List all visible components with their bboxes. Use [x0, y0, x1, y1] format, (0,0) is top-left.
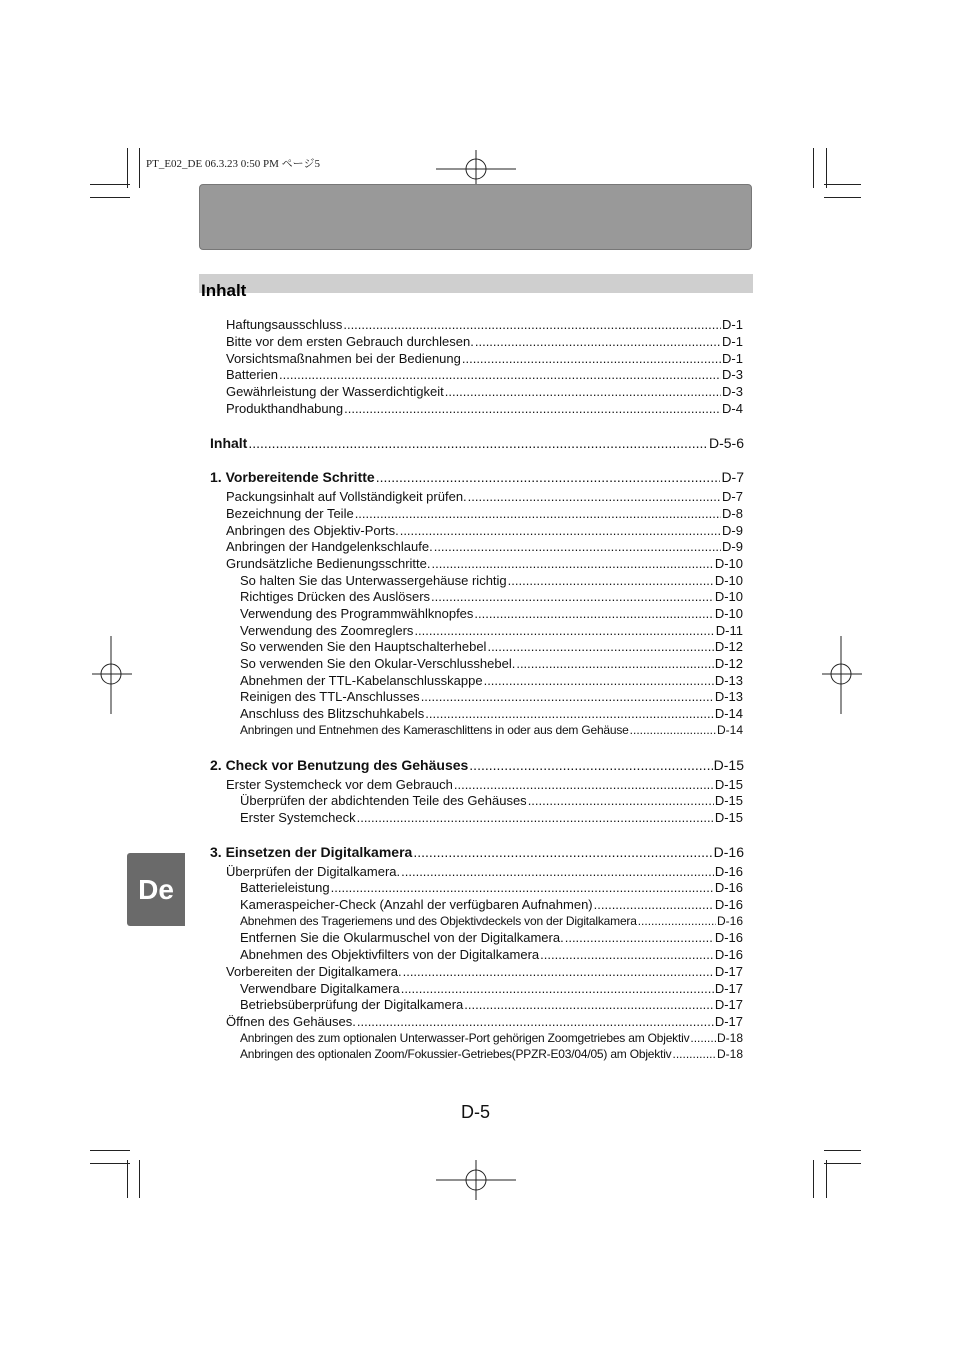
- registration-crosshair-bottom: [436, 1160, 516, 1200]
- toc-entry-label: Haftungsausschluss: [226, 317, 343, 332]
- header-banner: [199, 184, 752, 250]
- toc-entry-page: D-17: [714, 981, 743, 996]
- toc-entry[interactable]: [226, 777, 743, 792]
- crop-mark: [127, 148, 128, 188]
- toc-leader: [468, 489, 721, 504]
- toc-entry-label: Verwendbare Digitalkamera: [240, 981, 400, 996]
- toc-entry[interactable]: [226, 317, 743, 332]
- toc-entry-page: D-14: [714, 706, 743, 721]
- toc-entry[interactable]: [226, 556, 743, 571]
- toc-entry[interactable]: [226, 523, 743, 538]
- toc-leader: [516, 656, 713, 671]
- section-heading-bar: [199, 274, 753, 293]
- toc-leader: [355, 506, 721, 521]
- crop-mark: [90, 197, 130, 198]
- toc-leader: [484, 673, 714, 688]
- toc-entry[interactable]: [226, 506, 743, 521]
- toc-leader: [475, 334, 721, 349]
- language-tab: De: [127, 853, 185, 926]
- toc-entry-page: D-14: [716, 723, 743, 737]
- toc-leader: [474, 606, 713, 621]
- toc-entry-label: Entfernen Sie die Okularmuschel von der Digitalkamera.: [240, 930, 564, 945]
- toc-entry-page: D-10: [714, 606, 743, 621]
- toc-subentry[interactable]: [240, 914, 743, 928]
- toc-leader: [357, 1014, 714, 1029]
- toc-leader: [638, 914, 716, 928]
- toc-entry-page: D-17: [714, 964, 743, 979]
- crop-mark: [90, 1163, 130, 1164]
- registration-crosshair-right: [822, 636, 862, 714]
- crop-mark: [824, 1163, 861, 1164]
- toc-leader: [248, 435, 708, 451]
- registration-crosshair-left: [92, 636, 132, 714]
- toc-leader: [469, 757, 712, 773]
- toc-entry-page: D-3: [722, 367, 743, 382]
- toc-leader: [540, 947, 714, 962]
- toc-entry-page: D-12: [714, 656, 743, 671]
- toc-entry-page: D-17: [714, 1014, 743, 1029]
- toc-entry-label: Verwendung des Programmwählknopfes: [240, 606, 474, 621]
- toc-leader: [425, 706, 714, 721]
- toc-subentry[interactable]: [240, 606, 743, 621]
- toc-heading-label: 3. Einsetzen der Digitalkamera: [210, 844, 413, 860]
- toc-entry-label: Verwendung des Zoomreglers: [240, 623, 414, 638]
- toc-leader: [565, 930, 714, 945]
- toc-entry-label: Reinigen des TTL-Anschlusses: [240, 689, 420, 704]
- toc-leader: [508, 573, 714, 588]
- toc-entry-label: Packungsinhalt auf Vollständigkeit prüfen.: [226, 489, 467, 504]
- toc-subentry[interactable]: [240, 589, 743, 604]
- toc-entry[interactable]: [226, 367, 743, 382]
- toc-entry-label: Batterien: [226, 367, 279, 382]
- crop-mark: [127, 1160, 128, 1198]
- toc-leader: [528, 793, 714, 808]
- toc-entry-label: Erster Systemcheck: [240, 810, 356, 825]
- toc-entry-label: Grundsätzliche Bedienungsschritte.: [226, 556, 431, 571]
- toc-leader: [401, 864, 714, 879]
- toc-entry-label: So verwenden Sie den Okular-Verschlusshebel.: [240, 656, 516, 671]
- page-number: D-5: [461, 1102, 491, 1122]
- toc-entry-label: Abnehmen der TTL-Kabelanschlusskappe: [240, 673, 483, 688]
- toc-entry[interactable]: [226, 384, 743, 399]
- toc-entry-page: D-10: [714, 556, 743, 571]
- toc-leader: [672, 1047, 716, 1061]
- crop-mark: [826, 148, 827, 188]
- crop-mark: [824, 1150, 861, 1151]
- toc-entry-label: Bitte vor dem ersten Gebrauch durchlesen.: [226, 334, 474, 349]
- section-title: Inhalt: [201, 281, 247, 300]
- toc-entry-page: D-8: [722, 506, 743, 521]
- toc-entry-label: Abnehmen des Objektivfilters von der Digitalkamera: [240, 947, 540, 962]
- toc-leader: [413, 844, 712, 860]
- toc-leader: [487, 639, 713, 654]
- toc-entry[interactable]: [226, 401, 743, 416]
- toc-leader: [401, 981, 714, 996]
- toc-leader: [432, 556, 714, 571]
- toc-entry-page: D-1: [722, 317, 743, 332]
- toc-subentry[interactable]: [240, 897, 743, 912]
- toc-entry-label: Anbringen und Entnehmen des Kameraschlittens in oder aus dem Gehäuse: [240, 723, 629, 737]
- toc-heading-page: D-7: [721, 469, 744, 485]
- toc-entry-page: D-18: [716, 1047, 743, 1061]
- crop-mark: [824, 197, 861, 198]
- toc-entry-page: D-7: [722, 489, 743, 504]
- toc-entry-label: Batterieleistung: [240, 880, 330, 895]
- toc-leader: [630, 723, 716, 737]
- toc-leader: [357, 810, 714, 825]
- toc-subentry[interactable]: [240, 639, 743, 654]
- print-slug: PT_E02_DE 06.3.23 0:50 PM ページ5: [146, 158, 320, 170]
- toc-entry-label: Anbringen der Handgelenkschlaufe.: [226, 539, 433, 554]
- toc-entry-page: D-17: [714, 997, 743, 1012]
- toc-entry-page: D-9: [722, 539, 743, 554]
- toc-heading[interactable]: [210, 757, 744, 773]
- toc-entry-label: Produkthandhabung: [226, 401, 344, 416]
- toc-entry[interactable]: [226, 539, 743, 554]
- crop-mark: [90, 1150, 130, 1151]
- toc-leader: [464, 997, 714, 1012]
- toc-heading-page: D-16: [713, 844, 744, 860]
- toc-entry-label: Kameraspeicher-Check (Anzahl der verfügbaren Aufnahmen): [240, 897, 593, 912]
- toc-subentry[interactable]: [240, 673, 743, 688]
- toc-leader: [403, 964, 714, 979]
- toc-leader: [414, 623, 714, 638]
- toc-leader: [421, 689, 714, 704]
- toc-entry-page: D-13: [714, 673, 743, 688]
- toc-entry-page: D-12: [714, 639, 743, 654]
- toc-entry-page: D-16: [716, 914, 743, 928]
- toc-entry-label: Anbringen des zum optionalen Unterwasser-Port gehörigen Zoomgetriebes am Objektiv: [240, 1031, 690, 1045]
- toc-leader: [343, 317, 721, 332]
- toc-entry-label: Bezeichnung der Teile: [226, 506, 354, 521]
- toc-entry-page: D-16: [714, 947, 743, 962]
- toc-heading-label: 2. Check vor Benutzung des Gehäuses: [210, 757, 469, 773]
- toc-subentry[interactable]: [240, 930, 743, 945]
- toc-leader: [454, 777, 714, 792]
- crop-mark: [826, 1160, 827, 1198]
- toc-entry-page: D-10: [714, 573, 743, 588]
- toc-subentry[interactable]: [240, 623, 743, 638]
- crop-mark: [813, 1160, 814, 1198]
- crop-mark: [90, 184, 130, 185]
- toc-entry-label: Vorsichtsmaßnahmen bei der Bedienung: [226, 351, 461, 366]
- toc-subentry[interactable]: [240, 793, 743, 808]
- toc-leader: [434, 539, 721, 554]
- toc-subentry[interactable]: [240, 981, 743, 996]
- toc-entry-label: Anschluss des Blitzschuhkabels: [240, 706, 425, 721]
- toc-subentry[interactable]: [240, 573, 743, 588]
- toc-entry-label: Betriebsüberprüfung der Digitalkamera: [240, 997, 464, 1012]
- toc-entry[interactable]: [226, 334, 743, 349]
- toc-leader: [376, 469, 721, 485]
- toc-entry-label: Abnehmen des Trageriemens und des Objektivdeckels von der Digitalkamera: [240, 914, 637, 928]
- toc-entry-page: D-11: [715, 623, 743, 638]
- toc-entry[interactable]: [226, 351, 743, 366]
- toc-entry[interactable]: [226, 964, 743, 979]
- toc-entry-label: Anbringen des Objektiv-Ports.: [226, 523, 399, 538]
- crop-mark: [813, 148, 814, 188]
- toc-subentry[interactable]: [240, 997, 743, 1012]
- toc-entry-page: D-1: [722, 334, 743, 349]
- toc-entry-page: D-16: [714, 864, 743, 879]
- toc-entry-page: D-9: [722, 523, 743, 538]
- toc-subentry[interactable]: [240, 723, 743, 737]
- toc-leader: [445, 384, 721, 399]
- toc-entry-page: D-15: [714, 793, 743, 808]
- toc-entry-label: Erster Systemcheck vor dem Gebrauch: [226, 777, 453, 792]
- toc-entry-label: Öffnen des Gehäuses.: [226, 1014, 356, 1029]
- toc-entry-label: Richtiges Drücken des Auslösers: [240, 589, 431, 604]
- crop-mark: [139, 148, 140, 188]
- toc-heading-page: D-15: [713, 757, 744, 773]
- toc-entry-label: Überprüfen der abdichtenden Teile des Gehäuses: [240, 793, 527, 808]
- toc-subentry[interactable]: [240, 1031, 743, 1045]
- toc-entry[interactable]: [226, 1014, 743, 1029]
- toc-entry-page: D-15: [714, 810, 743, 825]
- toc-heading[interactable]: [210, 435, 744, 451]
- toc-heading[interactable]: [210, 844, 744, 860]
- toc-leader: [279, 367, 721, 382]
- toc-entry-label: Anbringen des optionalen Zoom/Fokussier-Getriebes(PPZR-E03/04/05) am Objektiv: [240, 1047, 672, 1061]
- toc-leader: [400, 523, 721, 538]
- toc-leader: [594, 897, 714, 912]
- toc-leader: [462, 351, 721, 366]
- toc-subentry[interactable]: [240, 656, 743, 671]
- toc-entry-page: D-16: [714, 897, 743, 912]
- toc-entry[interactable]: [226, 864, 743, 879]
- toc-leader: [431, 589, 714, 604]
- toc-heading-page: D-5-6: [708, 435, 744, 451]
- toc-heading[interactable]: [210, 469, 744, 485]
- toc-subentry[interactable]: [240, 689, 743, 704]
- crop-mark: [824, 184, 861, 185]
- toc-entry-label: So verwenden Sie den Hauptschalterhebel: [240, 639, 487, 654]
- toc-entry-page: D-13: [714, 689, 743, 704]
- toc-entry-page: D-16: [714, 880, 743, 895]
- toc-leader: [331, 880, 714, 895]
- toc-entry-page: D-3: [722, 384, 743, 399]
- toc-entry-page: D-1: [722, 351, 743, 366]
- toc-entry-page: D-15: [714, 777, 743, 792]
- toc-leader: [690, 1031, 716, 1045]
- toc-entry-page: D-16: [714, 930, 743, 945]
- crop-mark: [139, 1160, 140, 1198]
- toc-subentry[interactable]: [240, 1047, 743, 1061]
- toc-subentry[interactable]: [240, 947, 743, 962]
- toc-subentry[interactable]: [240, 880, 743, 895]
- toc-entry[interactable]: [226, 489, 743, 504]
- toc-leader: [344, 401, 721, 416]
- toc-entry-page: D-4: [722, 401, 743, 416]
- toc-entry-label: Vorbereiten der Digitalkamera.: [226, 964, 402, 979]
- toc-entry-label: Gewährleistung der Wasserdichtigkeit: [226, 384, 444, 399]
- toc-entry-label: Überprüfen der Digitalkamera.: [226, 864, 401, 879]
- toc-entry-label: So halten Sie das Unterwassergehäuse richtig: [240, 573, 507, 588]
- toc-heading-label: Inhalt: [210, 435, 248, 451]
- toc-entry-page: D-10: [714, 589, 743, 604]
- toc-subentry[interactable]: [240, 706, 743, 721]
- toc-heading-label: 1. Vorbereitende Schritte: [210, 469, 375, 485]
- toc-subentry[interactable]: [240, 810, 743, 825]
- toc-entry-page: D-18: [716, 1031, 743, 1045]
